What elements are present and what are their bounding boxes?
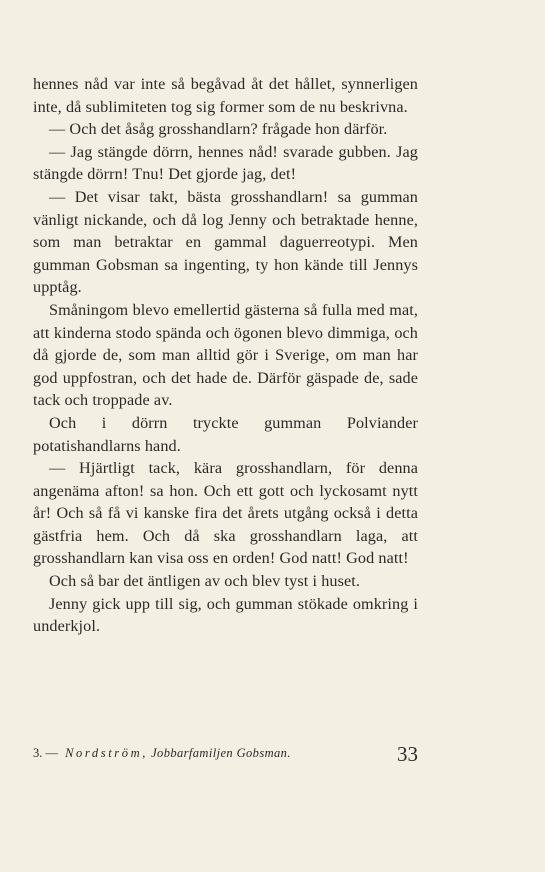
footer-author: Nordström,: [65, 746, 148, 760]
signature-mark: 3. —: [33, 746, 58, 760]
printer-signature: [33, 746, 291, 761]
paragraph: Och i dörrn tryckte gumman Polviander potatishandlarns hand.: [33, 413, 418, 455]
paragraph: Jenny gick upp till sig, och gumman stökade omkring i underkjol.: [33, 594, 418, 636]
page-number: 33: [397, 742, 418, 766]
body-text: [33, 73, 418, 638]
paragraph: — Och det åsåg grosshandlarn? frågade hon därför.: [49, 120, 388, 139]
paragraph: — Jag stängde dörrn, hennes nåd! svarade gubben. Jag stängde dörrn! Tnu! Det gjorde jag, det!: [33, 142, 418, 184]
paragraph: Småningom blevo emellertid gästerna så fulla med mat, att kinderna stodo spända och ögonen blevo dimmiga, och då gjorde de, som man alltid gör i Sverige, om man har god uppfostran, och det hade de. Därför gäspade de, sade tack och troppade av.: [33, 300, 418, 410]
paragraph: — Det visar takt, bästa grosshandlarn! sa gumman vänligt nickande, och då log Jenny och betraktade henne, som man betraktar en gammal daguerreotypi. Men gumman Gobsman sa ingenting, ty hon kände till Jennys upptåg.: [33, 187, 418, 297]
paragraph: Och så bar det äntligen av och blev tyst i huset.: [49, 572, 361, 591]
footer-book-title: Jobbarfamiljen Gobsman.: [151, 746, 291, 760]
paragraph: — Hjärtligt tack, kära grosshandlarn, för denna angenäma afton! sa hon. Och ett gott och lyckosamt nytt år! Och så få vi kanske fira det årets utgång också i detta gästfria hem. Och då ska grosshandlarn laga, att grosshandlarn kan visa oss en orden! God natt! God natt!: [33, 459, 418, 568]
paragraph: hennes nåd var inte så begåvad åt det hållet, synnerligen inte, då sublimiteten tog sig former som de nu beskrivna.: [33, 75, 418, 116]
